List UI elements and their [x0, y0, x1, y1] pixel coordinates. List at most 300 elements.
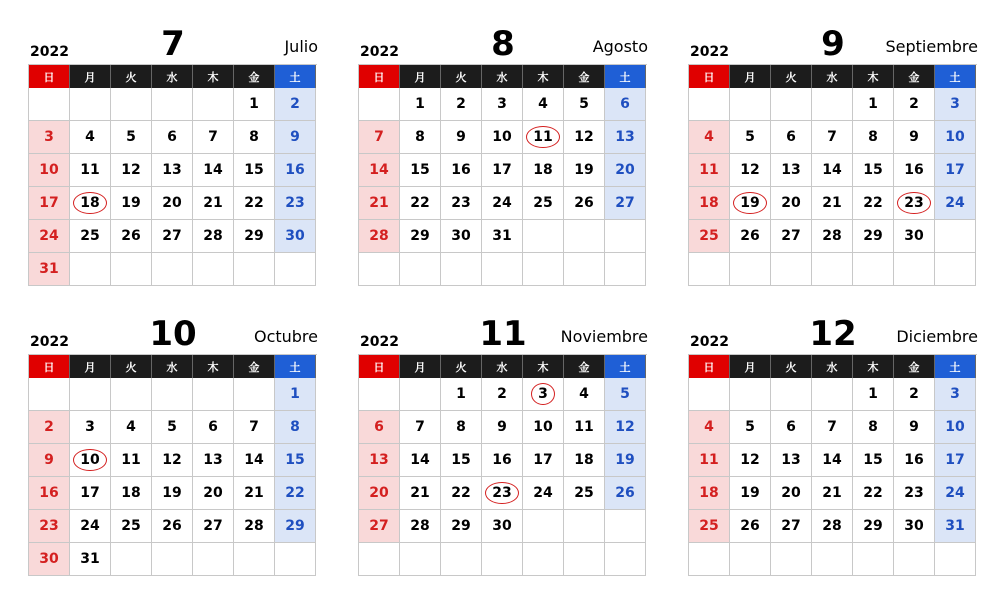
- day-cell[interactable]: 16: [29, 477, 70, 510]
- day-cell[interactable]: 17: [482, 154, 523, 187]
- day-cell[interactable]: 9: [29, 444, 70, 477]
- empty-cell: [152, 253, 193, 286]
- empty-cell: [111, 88, 152, 121]
- day-cell[interactable]: 27: [771, 510, 812, 543]
- day-cell[interactable]: 13: [152, 154, 193, 187]
- empty-cell: [523, 510, 564, 543]
- day-cell[interactable]: 5: [605, 378, 646, 411]
- empty-cell: [730, 253, 771, 286]
- day-cell[interactable]: 10: [935, 411, 976, 444]
- day-cell[interactable]: 15: [234, 154, 275, 187]
- day-cell[interactable]: 25: [111, 510, 152, 543]
- day-cell[interactable]: 12: [111, 154, 152, 187]
- day-cell[interactable]: 24: [523, 477, 564, 510]
- weekday-header: 水: [812, 355, 853, 378]
- day-cell[interactable]: 25: [523, 187, 564, 220]
- day-cell[interactable]: 23: [894, 477, 935, 510]
- day-cell[interactable]: 28: [812, 510, 853, 543]
- day-cell[interactable]: 14: [193, 154, 234, 187]
- day-cell[interactable]: 7: [234, 411, 275, 444]
- day-cell[interactable]: 17: [935, 154, 976, 187]
- day-cell[interactable]: 16: [894, 444, 935, 477]
- empty-cell: [234, 253, 275, 286]
- day-cell[interactable]: 22: [853, 187, 894, 220]
- day-cell[interactable]: 28: [234, 510, 275, 543]
- day-cell[interactable]: 31: [29, 253, 70, 286]
- empty-cell: [275, 253, 316, 286]
- weekday-header: 日: [359, 355, 400, 378]
- day-cell[interactable]: 15: [441, 444, 482, 477]
- day-cell[interactable]: 8: [441, 411, 482, 444]
- day-cell[interactable]: 6: [193, 411, 234, 444]
- day-cell[interactable]: 6: [771, 121, 812, 154]
- empty-cell: [152, 88, 193, 121]
- day-cell[interactable]: 18: [689, 477, 730, 510]
- day-cell[interactable]: 25: [689, 510, 730, 543]
- day-cell[interactable]: 10: [935, 121, 976, 154]
- day-cell[interactable]: 21: [400, 477, 441, 510]
- empty-cell: [730, 543, 771, 576]
- day-cell[interactable]: 2: [894, 378, 935, 411]
- day-cell[interactable]: 2: [482, 378, 523, 411]
- empty-cell: [523, 253, 564, 286]
- day-cell[interactable]: 30: [441, 220, 482, 253]
- day-cell[interactable]: 19: [730, 187, 771, 220]
- weekday-header: 月: [400, 355, 441, 378]
- day-cell[interactable]: 5: [730, 411, 771, 444]
- day-cell[interactable]: 20: [771, 187, 812, 220]
- empty-cell: [605, 253, 646, 286]
- day-cell[interactable]: 12: [605, 411, 646, 444]
- day-cell[interactable]: 6: [771, 411, 812, 444]
- weekday-header: 月: [400, 65, 441, 88]
- month-grid: [358, 354, 647, 576]
- weekday-header: 日: [29, 65, 70, 88]
- weekday-header: 水: [482, 65, 523, 88]
- day-cell[interactable]: 10: [70, 444, 111, 477]
- weekday-header: 木: [193, 65, 234, 88]
- day-cell[interactable]: 14: [234, 444, 275, 477]
- day-cell[interactable]: 8: [853, 121, 894, 154]
- day-cell[interactable]: 29: [441, 510, 482, 543]
- day-cell[interactable]: 7: [193, 121, 234, 154]
- day-cell[interactable]: 15: [853, 154, 894, 187]
- day-cell[interactable]: 3: [70, 411, 111, 444]
- day-cell[interactable]: 1: [400, 88, 441, 121]
- day-cell[interactable]: 28: [400, 510, 441, 543]
- day-cell[interactable]: 18: [70, 187, 111, 220]
- day-cell[interactable]: 12: [152, 444, 193, 477]
- day-cell[interactable]: 9: [441, 121, 482, 154]
- month-number: 10: [149, 314, 197, 354]
- empty-cell: [812, 253, 853, 286]
- empty-cell: [482, 253, 523, 286]
- day-cell[interactable]: 17: [70, 477, 111, 510]
- day-cell[interactable]: 16: [275, 154, 316, 187]
- day-cell[interactable]: 30: [894, 510, 935, 543]
- empty-cell: [771, 253, 812, 286]
- day-cell[interactable]: 29: [275, 510, 316, 543]
- empty-cell: [111, 543, 152, 576]
- day-cell[interactable]: 27: [605, 187, 646, 220]
- day-cell[interactable]: 3: [482, 88, 523, 121]
- day-cell[interactable]: 7: [400, 411, 441, 444]
- month-header: [28, 18, 318, 64]
- month-name: Julio: [284, 37, 318, 56]
- day-cell[interactable]: 27: [771, 220, 812, 253]
- day-cell[interactable]: 10: [523, 411, 564, 444]
- empty-cell: [70, 378, 111, 411]
- month-calendar: [28, 18, 318, 286]
- day-cell[interactable]: 27: [193, 510, 234, 543]
- day-cell[interactable]: 11: [70, 154, 111, 187]
- day-cell[interactable]: 24: [29, 220, 70, 253]
- day-cell[interactable]: 3: [29, 121, 70, 154]
- weekday-header: 火: [111, 355, 152, 378]
- empty-cell: [689, 88, 730, 121]
- month-header: [688, 308, 978, 354]
- day-cell[interactable]: 25: [70, 220, 111, 253]
- day-cell[interactable]: 8: [400, 121, 441, 154]
- empty-cell: [564, 510, 605, 543]
- day-cell[interactable]: 24: [70, 510, 111, 543]
- day-cell[interactable]: 22: [400, 187, 441, 220]
- day-cell[interactable]: 19: [564, 154, 605, 187]
- weekday-header: 月: [70, 65, 111, 88]
- day-cell[interactable]: 10: [29, 154, 70, 187]
- weekday-header: 木: [853, 355, 894, 378]
- day-cell[interactable]: 7: [812, 411, 853, 444]
- day-cell[interactable]: 28: [359, 220, 400, 253]
- day-cell[interactable]: 8: [275, 411, 316, 444]
- day-cell[interactable]: 21: [193, 187, 234, 220]
- day-cell[interactable]: 2: [441, 88, 482, 121]
- day-cell[interactable]: 11: [111, 444, 152, 477]
- empty-cell: [564, 220, 605, 253]
- weekday-header: 火: [441, 65, 482, 88]
- day-cell[interactable]: 12: [730, 154, 771, 187]
- year-label: 2022: [30, 44, 69, 60]
- day-cell[interactable]: 12: [564, 121, 605, 154]
- weekday-header: 月: [730, 65, 771, 88]
- day-cell[interactable]: 11: [564, 411, 605, 444]
- month-header: [688, 18, 978, 64]
- day-cell[interactable]: 18: [564, 444, 605, 477]
- day-cell[interactable]: 18: [523, 154, 564, 187]
- day-cell[interactable]: 15: [400, 154, 441, 187]
- empty-cell: [689, 253, 730, 286]
- empty-cell: [275, 543, 316, 576]
- year-label: 2022: [690, 44, 729, 60]
- day-cell[interactable]: 4: [689, 411, 730, 444]
- weekday-header: 水: [482, 355, 523, 378]
- weekday-header: 金: [564, 65, 605, 88]
- month-number: 8: [491, 24, 515, 64]
- year-label: 2022: [360, 334, 399, 350]
- weekday-header: 水: [812, 65, 853, 88]
- year-label: 2022: [30, 334, 69, 350]
- weekday-header: 火: [771, 355, 812, 378]
- day-cell[interactable]: 26: [111, 220, 152, 253]
- day-cell[interactable]: 28: [812, 220, 853, 253]
- day-cell[interactable]: 14: [812, 444, 853, 477]
- month-calendar: [358, 18, 648, 286]
- weekday-header: 日: [359, 65, 400, 88]
- weekday-header: 日: [689, 355, 730, 378]
- day-cell[interactable]: 17: [29, 187, 70, 220]
- month-name: Diciembre: [896, 327, 978, 346]
- year-label: 2022: [360, 44, 399, 60]
- empty-cell: [853, 253, 894, 286]
- day-cell[interactable]: 22: [275, 477, 316, 510]
- day-cell[interactable]: 19: [605, 444, 646, 477]
- day-cell[interactable]: 20: [193, 477, 234, 510]
- day-cell[interactable]: 29: [853, 220, 894, 253]
- day-cell[interactable]: 30: [482, 510, 523, 543]
- day-cell[interactable]: 19: [730, 477, 771, 510]
- day-cell[interactable]: 3: [523, 378, 564, 411]
- weekday-header: 金: [234, 355, 275, 378]
- day-cell[interactable]: 9: [894, 411, 935, 444]
- weekday-header: 土: [935, 65, 976, 88]
- month-number: 11: [479, 314, 527, 354]
- month-grid: [28, 354, 317, 576]
- day-cell[interactable]: 20: [152, 187, 193, 220]
- month-grid: [688, 354, 977, 576]
- empty-cell: [689, 378, 730, 411]
- day-cell[interactable]: 30: [894, 220, 935, 253]
- empty-cell: [193, 378, 234, 411]
- empty-cell: [441, 253, 482, 286]
- weekday-header: 金: [894, 65, 935, 88]
- day-cell[interactable]: 4: [111, 411, 152, 444]
- day-cell[interactable]: 7: [812, 121, 853, 154]
- day-cell[interactable]: 23: [441, 187, 482, 220]
- day-cell[interactable]: 2: [275, 88, 316, 121]
- day-cell[interactable]: 27: [359, 510, 400, 543]
- day-cell[interactable]: 2: [29, 411, 70, 444]
- empty-cell: [441, 543, 482, 576]
- empty-cell: [359, 88, 400, 121]
- day-cell[interactable]: 2: [894, 88, 935, 121]
- day-cell[interactable]: 16: [894, 154, 935, 187]
- day-cell[interactable]: 3: [935, 88, 976, 121]
- weekday-header: 金: [894, 355, 935, 378]
- day-cell[interactable]: 4: [689, 121, 730, 154]
- day-cell[interactable]: 31: [482, 220, 523, 253]
- day-cell[interactable]: 21: [359, 187, 400, 220]
- day-cell[interactable]: 14: [400, 444, 441, 477]
- empty-cell: [771, 88, 812, 121]
- day-cell[interactable]: 23: [482, 477, 523, 510]
- weekday-header: 火: [441, 355, 482, 378]
- day-cell[interactable]: 1: [234, 88, 275, 121]
- day-cell[interactable]: 26: [730, 510, 771, 543]
- weekday-header: 土: [275, 65, 316, 88]
- day-cell[interactable]: 13: [359, 444, 400, 477]
- day-cell[interactable]: 1: [441, 378, 482, 411]
- day-cell[interactable]: 29: [234, 220, 275, 253]
- day-cell[interactable]: 24: [935, 187, 976, 220]
- day-cell[interactable]: 25: [689, 220, 730, 253]
- day-cell[interactable]: 21: [234, 477, 275, 510]
- day-cell[interactable]: 5: [152, 411, 193, 444]
- day-cell[interactable]: 17: [935, 444, 976, 477]
- empty-cell: [771, 543, 812, 576]
- day-cell[interactable]: 24: [482, 187, 523, 220]
- day-cell[interactable]: 20: [359, 477, 400, 510]
- day-cell[interactable]: 20: [605, 154, 646, 187]
- day-cell[interactable]: 31: [70, 543, 111, 576]
- day-cell[interactable]: 1: [853, 378, 894, 411]
- day-cell[interactable]: 16: [482, 444, 523, 477]
- month-calendar: [688, 308, 978, 576]
- empty-cell: [359, 378, 400, 411]
- weekday-header: 日: [689, 65, 730, 88]
- empty-cell: [111, 378, 152, 411]
- day-cell[interactable]: 1: [275, 378, 316, 411]
- day-cell[interactable]: 18: [689, 187, 730, 220]
- day-cell[interactable]: 13: [771, 444, 812, 477]
- day-cell[interactable]: 24: [935, 477, 976, 510]
- day-cell[interactable]: 9: [894, 121, 935, 154]
- day-cell[interactable]: 6: [605, 88, 646, 121]
- day-cell[interactable]: 28: [193, 220, 234, 253]
- month-name: Septiembre: [885, 37, 978, 56]
- weekday-header: 金: [234, 65, 275, 88]
- weekday-header: 水: [152, 65, 193, 88]
- day-cell[interactable]: 13: [193, 444, 234, 477]
- day-cell[interactable]: 12: [730, 444, 771, 477]
- day-cell[interactable]: 22: [853, 477, 894, 510]
- day-cell[interactable]: 29: [400, 220, 441, 253]
- month-header: [358, 308, 648, 354]
- weekday-header: 木: [853, 65, 894, 88]
- month-number: 7: [161, 24, 185, 64]
- day-cell[interactable]: 19: [111, 187, 152, 220]
- month-header: [358, 18, 648, 64]
- day-cell[interactable]: 21: [812, 187, 853, 220]
- month-grid: [28, 64, 317, 286]
- day-cell[interactable]: 26: [730, 220, 771, 253]
- weekday-header: 日: [29, 355, 70, 378]
- weekday-header: 土: [275, 355, 316, 378]
- day-cell[interactable]: 25: [564, 477, 605, 510]
- day-cell[interactable]: 15: [275, 444, 316, 477]
- weekday-header: 水: [152, 355, 193, 378]
- weekday-header: 土: [605, 65, 646, 88]
- day-cell[interactable]: 26: [605, 477, 646, 510]
- day-cell[interactable]: 13: [771, 154, 812, 187]
- day-cell[interactable]: 16: [441, 154, 482, 187]
- weekday-header: 月: [70, 355, 111, 378]
- empty-cell: [894, 253, 935, 286]
- empty-cell: [152, 543, 193, 576]
- day-cell[interactable]: 10: [482, 121, 523, 154]
- day-cell[interactable]: 4: [564, 378, 605, 411]
- empty-cell: [359, 253, 400, 286]
- empty-cell: [29, 88, 70, 121]
- day-cell[interactable]: 30: [275, 220, 316, 253]
- empty-cell: [400, 543, 441, 576]
- day-cell[interactable]: 8: [234, 121, 275, 154]
- month-grid: [358, 64, 647, 286]
- empty-cell: [70, 253, 111, 286]
- day-cell[interactable]: 23: [29, 510, 70, 543]
- weekday-header: 木: [193, 355, 234, 378]
- day-cell[interactable]: 19: [152, 477, 193, 510]
- day-cell[interactable]: 4: [70, 121, 111, 154]
- day-cell[interactable]: 21: [812, 477, 853, 510]
- day-cell[interactable]: 11: [689, 154, 730, 187]
- day-cell[interactable]: 9: [275, 121, 316, 154]
- day-cell[interactable]: 18: [111, 477, 152, 510]
- day-cell[interactable]: 5: [730, 121, 771, 154]
- month-calendar: [688, 18, 978, 286]
- day-cell[interactable]: 14: [359, 154, 400, 187]
- day-cell[interactable]: 7: [359, 121, 400, 154]
- day-cell[interactable]: 31: [935, 510, 976, 543]
- empty-cell: [193, 543, 234, 576]
- day-cell[interactable]: 22: [441, 477, 482, 510]
- weekday-header: 土: [605, 355, 646, 378]
- empty-cell: [771, 378, 812, 411]
- day-cell[interactable]: 30: [29, 543, 70, 576]
- day-cell[interactable]: 11: [523, 121, 564, 154]
- day-cell[interactable]: 17: [523, 444, 564, 477]
- day-cell[interactable]: 20: [771, 477, 812, 510]
- month-name: Octubre: [253, 327, 318, 346]
- month-number: 9: [821, 24, 845, 64]
- day-cell[interactable]: 8: [853, 411, 894, 444]
- day-cell[interactable]: 11: [689, 444, 730, 477]
- month-header: [28, 308, 318, 354]
- empty-cell: [605, 510, 646, 543]
- day-cell[interactable]: 23: [894, 187, 935, 220]
- empty-cell: [70, 88, 111, 121]
- empty-cell: [812, 378, 853, 411]
- day-cell[interactable]: 6: [152, 121, 193, 154]
- day-cell[interactable]: 26: [564, 187, 605, 220]
- day-cell[interactable]: 14: [812, 154, 853, 187]
- day-cell[interactable]: 15: [853, 444, 894, 477]
- day-cell[interactable]: 26: [152, 510, 193, 543]
- day-cell[interactable]: 13: [605, 121, 646, 154]
- month-number: 12: [809, 314, 857, 354]
- empty-cell: [29, 378, 70, 411]
- empty-cell: [234, 378, 275, 411]
- empty-cell: [730, 378, 771, 411]
- day-cell[interactable]: 9: [482, 411, 523, 444]
- day-cell[interactable]: 1: [853, 88, 894, 121]
- day-cell[interactable]: 6: [359, 411, 400, 444]
- day-cell[interactable]: 23: [275, 187, 316, 220]
- day-cell[interactable]: 5: [564, 88, 605, 121]
- empty-cell: [812, 543, 853, 576]
- weekday-header: 土: [935, 355, 976, 378]
- day-cell[interactable]: 27: [152, 220, 193, 253]
- empty-cell: [523, 543, 564, 576]
- day-cell[interactable]: 5: [111, 121, 152, 154]
- day-cell[interactable]: 3: [935, 378, 976, 411]
- day-cell[interactable]: 22: [234, 187, 275, 220]
- day-cell[interactable]: 4: [523, 88, 564, 121]
- month-calendar: [28, 308, 318, 576]
- month-grid: [688, 64, 977, 286]
- empty-cell: [853, 543, 894, 576]
- weekday-header: 金: [564, 355, 605, 378]
- day-cell[interactable]: 29: [853, 510, 894, 543]
